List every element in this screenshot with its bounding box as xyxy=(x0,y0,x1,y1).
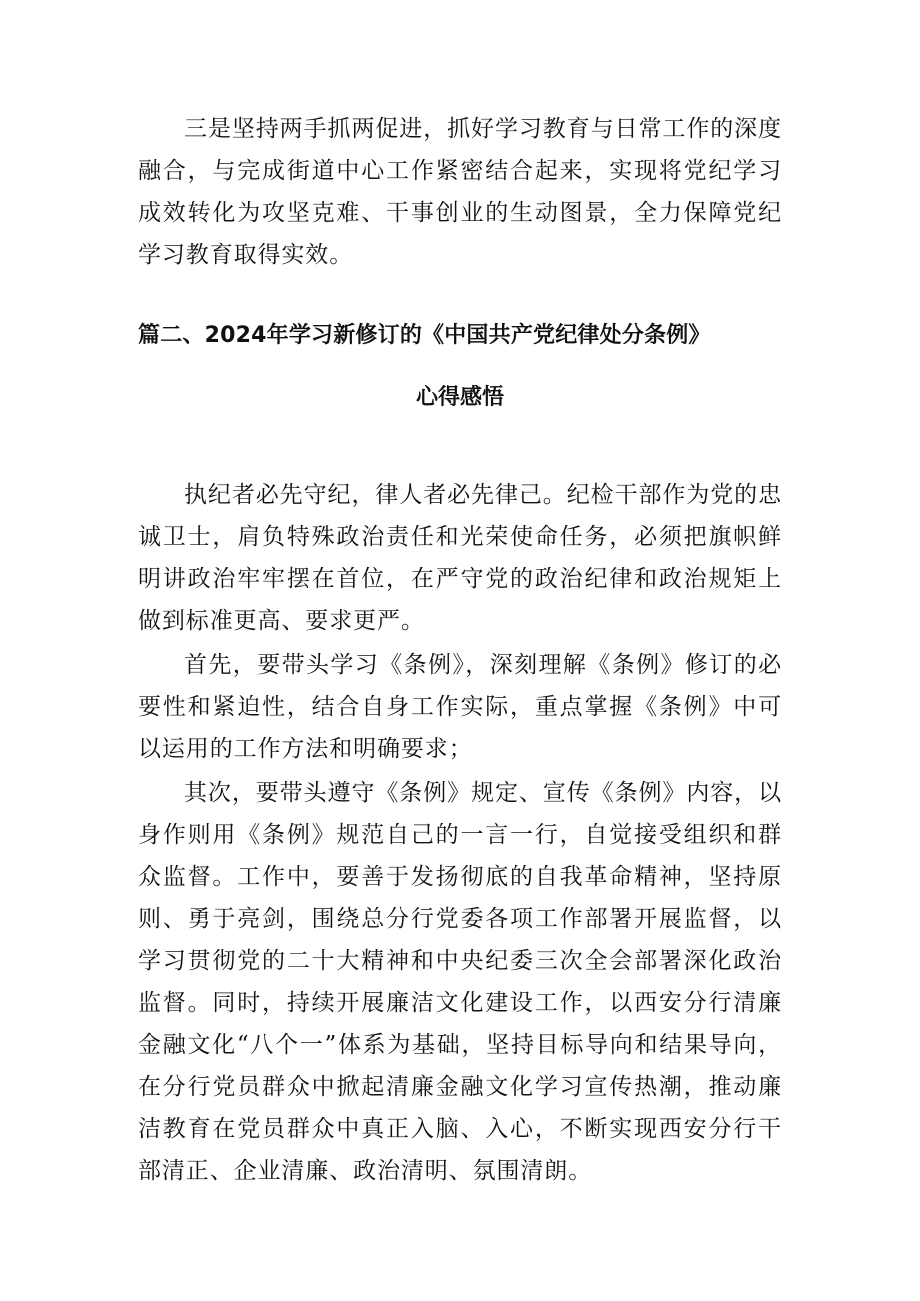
body-paragraph-1: 执纪者必先守纪，律人者必先律己。纪检干部作为党的忠诚卫士，肩负特殊政治责任和光荣使命任务，必须把旗帜鲜明讲政治牢牢摆在首位，在严守党的政治纪律和政治规矩上做到标准更高、要求更严。 xyxy=(138,482,782,634)
section-heading-line2: 心得感悟 xyxy=(415,385,504,410)
intro-paragraph: 三是坚持两手抓两促进，抓好学习教育与日常工作的深度融合，与完成街道中心工作紧密结合起来，实现将党纪学习成效转化为攻坚克难、干事创业的生动图景，全力保障党纪学习教育取得实效。 xyxy=(138,116,782,268)
section-heading-line1: 篇二、2024年学习新修订的《中国共产党纪律处分条例》 xyxy=(138,323,711,348)
body-paragraph-3: 其次，要带头遵守《条例》规定、宣传《条例》内容，以身作则用《条例》规范自己的一言一行，自觉接受组织和群众监督。工作中，要善于发扬彻底的自我革命精神，坚持原则、勇于亮剑，围绕总分行党委各项工作部署开展监督，以学习贯彻党的二十大精神和中央纪委三次全会部署深化政治监督。同时，持续开展廉洁文化建设工作，以西安分行清廉金融文化“八个一”体系为基础，坚持目标导向和结果导向，在分行党员群众中掀起清廉金融文化学习宣传热潮，推动廉洁教育在党员群众中真正入脑、入心，不断实现西安分行干部清正、企业清廉、政治清明、氛围清朗。 xyxy=(138,780,782,1184)
body-paragraph-2: 首先，要带头学习《条例》，深刻理解《条例》修订的必要性和紧迫性，结合自身工作实际，重点掌握《条例》中可以运用的工作方法和明确要求； xyxy=(138,652,782,762)
